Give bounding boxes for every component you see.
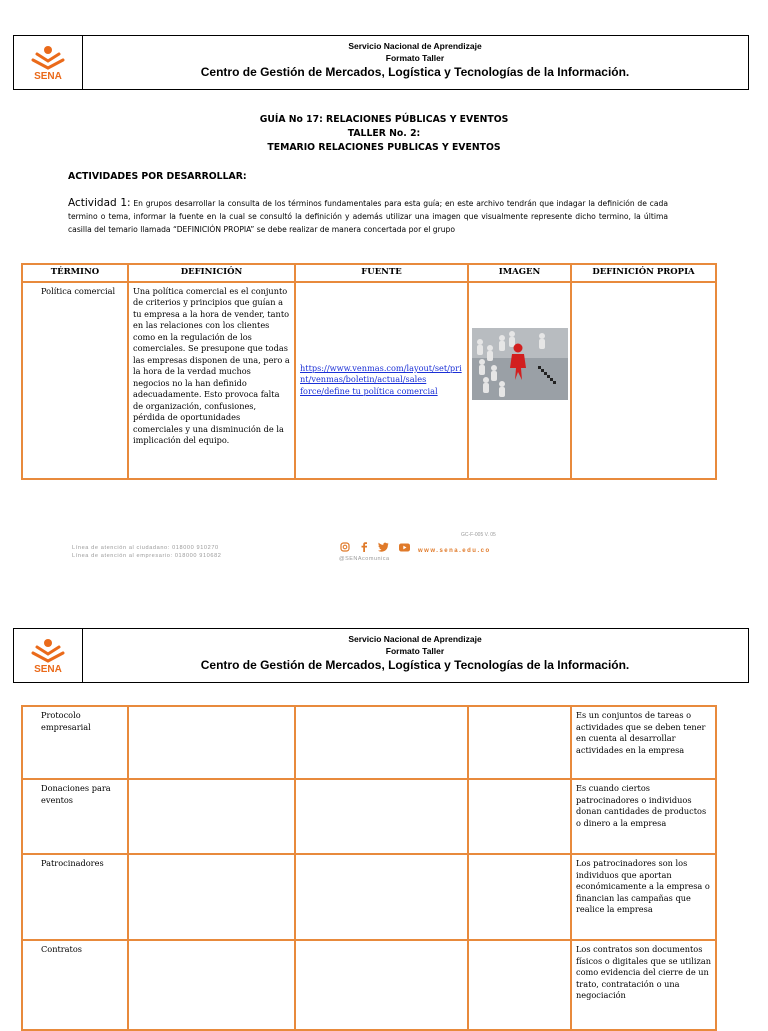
- page-header-2: [13, 628, 749, 683]
- center-name: Centro de Gestión de Mercados, Logística y Tecnologías de la Información.: [200, 65, 630, 79]
- workshop-title: TALLER No. 2:: [347, 128, 421, 139]
- youtube-icon[interactable]: [399, 543, 410, 552]
- image-cell: [468, 706, 571, 779]
- document-titles: [0, 113, 768, 155]
- term-cell: Protocolo empresarial: [22, 706, 128, 779]
- business-leader-image: [472, 328, 568, 400]
- social-handle: @SENAcomunica: [339, 556, 390, 562]
- own-definition-cell: Es un conjuntos de tareas o actividades que se deben tener en cuenta al desarrollar actividades en la empresa: [571, 706, 716, 779]
- definition-cell: [128, 854, 295, 940]
- header-definition: DEFINICIÓN: [128, 264, 295, 282]
- format-name: Formato Taller: [385, 53, 445, 63]
- definition-cell: [128, 940, 295, 1030]
- definition-cell: [128, 706, 295, 779]
- source-cell: [295, 706, 468, 779]
- org-name: Servicio Nacional de Aprendizaje: [348, 41, 482, 51]
- form-code: GC-F-005 V. 05: [461, 532, 496, 538]
- source-cell: [295, 854, 468, 940]
- term-cell: Contratos: [22, 940, 128, 1030]
- citizen-line: Línea de atención al ciudadano: 018000 910270: [72, 545, 219, 551]
- business-line: Línea de atención al empresario: 018000 910682: [72, 553, 222, 559]
- twitter-icon[interactable]: [378, 542, 389, 552]
- term-cell: Política comercial: [22, 282, 128, 479]
- table-row: [22, 779, 716, 854]
- source-cell: [295, 779, 468, 854]
- social-icons: [340, 542, 410, 552]
- activity-lead: Actividad 1:: [68, 197, 131, 209]
- sena-logo-icon: [28, 44, 68, 74]
- sena-logo-2: [28, 637, 68, 675]
- website-url[interactable]: www.sena.edu.co: [418, 548, 491, 554]
- definition-cell: [128, 779, 295, 854]
- facebook-icon[interactable]: [360, 542, 368, 552]
- table-row: [22, 282, 716, 479]
- sena-logo-icon: [28, 637, 68, 667]
- logo-text: SENA: [34, 663, 62, 675]
- center-name-2: Centro de Gestión de Mercados, Logística y Tecnologías de la Información.: [200, 658, 630, 672]
- org-name-2: Servicio Nacional de Aprendizaje: [348, 634, 482, 644]
- table-row: [22, 940, 716, 1030]
- image-cell: [468, 282, 571, 479]
- header-own-definition: DEFINICIÓN PROPIA: [571, 264, 716, 282]
- source-cell: [295, 940, 468, 1030]
- definition-cell: Una política comercial es el conjunto de criterios y principios que guían a tu empresa a la hora de vender, tanto en las relaciones con los clientes como en la regulación de los comerciales. Se presupone que todas las empresas disponen de una, pero a la hora de la verdad muchos negocios no la han definido adecuadamente. Esto provoca falta de organización, confusiones, pérdida de oportunidades comerciales y una disminución de la implicación del equipo.: [128, 282, 295, 479]
- terms-table-continued: [21, 705, 717, 1031]
- header-term: TÉRMINO: [22, 264, 128, 282]
- footer-contact-lines: [72, 544, 222, 560]
- term-cell: Patrocinadores: [22, 854, 128, 940]
- page-footer: [0, 532, 768, 580]
- table-header-row: [22, 264, 716, 282]
- own-definition-cell: Es cuando ciertos patrocinadores o individuos donan cantidades de productos o dinero a la empresa: [571, 779, 716, 854]
- activity-description: [68, 197, 668, 236]
- source-link[interactable]: https://www.venmas.com/layout/set/print/venmas/boletin/actual/sales force/define tu política comercial: [300, 362, 462, 396]
- own-definition-cell: [571, 282, 716, 479]
- own-definition-cell: Los patrocinadores son los individuos que aportan económicamente a la empresa o financian las campañas que realice la empresa: [571, 854, 716, 940]
- logo-text: SENA: [34, 70, 62, 82]
- guide-title: GUÍA No 17: RELACIONES PÚBLICAS Y EVENTOS: [259, 114, 509, 125]
- sena-logo: [28, 44, 68, 82]
- table-row: [22, 706, 716, 779]
- logo-cell-2: [14, 629, 83, 682]
- own-definition-cell: Los contratos son documentos físicos o digitales que se utilizan como evidencia del cierre de un trato, contratación o una negociación: [571, 940, 716, 1030]
- logo-cell: [14, 36, 83, 89]
- image-cell: [468, 940, 571, 1030]
- source-cell: [295, 282, 468, 479]
- image-cell: [468, 854, 571, 940]
- activities-heading: ACTIVIDADES POR DESARROLLAR:: [68, 171, 247, 182]
- topic-title: TEMARIO RELACIONES PUBLICAS Y EVENTOS: [267, 142, 501, 153]
- header-source: FUENTE: [295, 264, 468, 282]
- terms-table: [21, 263, 717, 480]
- format-name-2: Formato Taller: [385, 646, 445, 656]
- table-row: [22, 854, 716, 940]
- image-cell: [468, 779, 571, 854]
- instagram-icon[interactable]: [340, 542, 350, 552]
- page-header: [13, 35, 749, 90]
- term-cell: Donaciones para eventos: [22, 779, 128, 854]
- activity-text: En grupos desarrollar la consulta de los términos fundamentales para esta guía; en este archivo tendrán que indagar la definición de cada termino o tema, informar la fuente en la cual se consultó la definición y además utilizar una imagen que visualmente represente dicho termino, la última casilla del temario llamada “DEFINICIÓN PROPIA” se debe realizar de manera concertada por el grupo: [68, 199, 668, 234]
- header-image: IMAGEN: [468, 264, 571, 282]
